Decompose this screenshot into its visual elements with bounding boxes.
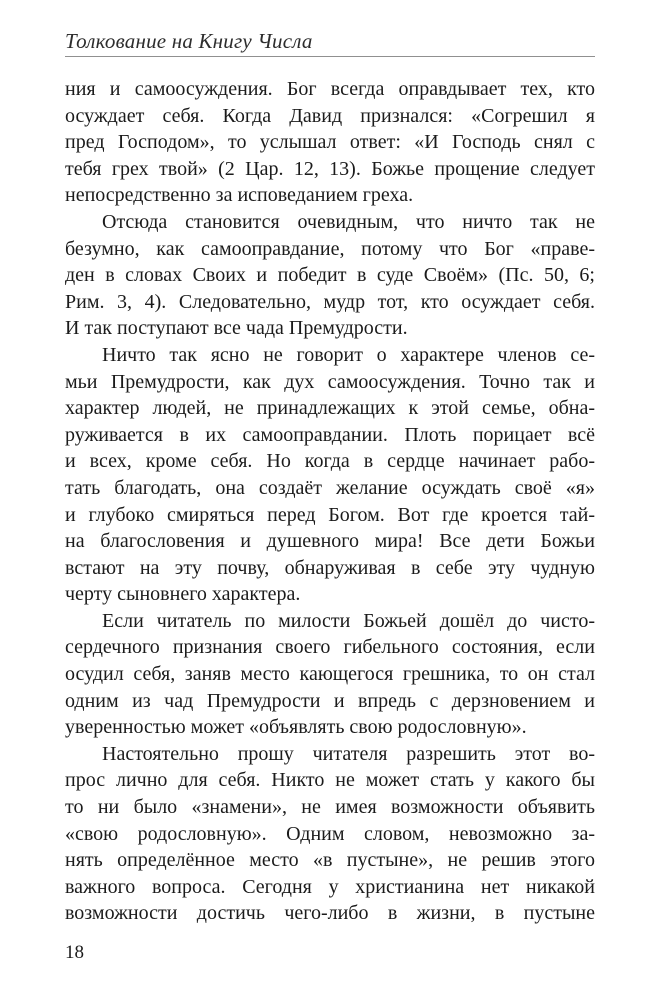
text-line: и глубоко смиряться перед Богом. Вот где кроется тай- bbox=[65, 503, 595, 526]
text-line: Отсюда становится очевидным, что ничто так не bbox=[102, 210, 595, 233]
text-line: Если читатель по милости Божьей дошёл до чисто- bbox=[102, 609, 595, 632]
text-line: осуждает себя. Когда Давид признался: «Согрешил я bbox=[65, 104, 595, 127]
text-line: то ни было «знамени», не имея возможности объявить bbox=[65, 796, 595, 819]
text-line: Рим. 3, 4). Следовательно, мудр тот, кто осуждает себя. bbox=[65, 290, 595, 313]
text-line: осудил себя, заняв место кающегося грешника, то он стал bbox=[65, 663, 595, 686]
text-line: пред Господом», то услышал ответ: «И Господь снял с bbox=[65, 131, 595, 154]
running-header-title: Толкование на Книгу Числа bbox=[65, 29, 313, 53]
text-line: возможности достичь чего-либо в жизни, в пустыне bbox=[65, 902, 595, 925]
paragraph bbox=[65, 342, 595, 608]
page-content bbox=[65, 0, 595, 927]
text-line: безумно, как самооправдание, потому что Бог «праве- bbox=[65, 237, 595, 260]
text-line: тать благодать, она создаёт желание осуждать своё «я» bbox=[65, 476, 595, 499]
text-line: одним из чад Премудрости и впредь с дерзновением и bbox=[65, 689, 595, 712]
text-line: уверенностью может «объявлять свою родословную». bbox=[65, 716, 527, 739]
text-line: мьи Премудрости, как дух самоосуждения. Точно так и bbox=[65, 370, 595, 393]
running-header bbox=[65, 30, 595, 57]
page-number: 18 bbox=[65, 942, 84, 963]
paragraph bbox=[65, 209, 595, 342]
paragraph bbox=[65, 608, 595, 741]
text-line: ния и самоосуждения. Бог всегда оправдывает тех, кто bbox=[65, 78, 595, 100]
page-body bbox=[65, 76, 595, 927]
text-line: характер людей, не принадлежащих к этой семье, обна- bbox=[65, 397, 595, 420]
text-line: встают на эту почву, обнаруживая в себе эту чудную bbox=[65, 556, 595, 579]
paragraph bbox=[65, 741, 595, 927]
text-line: Настоятельно прошу читателя разрешить этот во- bbox=[102, 742, 595, 765]
text-line: и всех, кроме себя. Но когда в сердце начинает рабо- bbox=[65, 450, 595, 473]
text-line: ден в словах Своих и победит в суде Своём» (Пс. 50, 6; bbox=[65, 264, 595, 287]
text-line: прос лично для себя. Никто не может стать у какого бы bbox=[65, 769, 595, 792]
text-line: И так поступают все чада Премудрости. bbox=[65, 317, 408, 340]
text-line: руживается в их самооправдании. Плоть порицает всё bbox=[65, 423, 595, 446]
text-line: на благословения и душевного мира! Все дети Божьи bbox=[65, 530, 595, 553]
text-line: «свою родословную». Одним словом, невозможно за- bbox=[65, 822, 595, 845]
text-line: важного вопроса. Сегодня у христианина нет никакой bbox=[65, 875, 595, 898]
paragraph bbox=[65, 76, 595, 209]
text-line: сердечного признания своего гибельного состояния, если bbox=[65, 636, 595, 659]
text-line: тебя грех твой» (2 Цар. 12, 13). Божье прощение следует bbox=[65, 157, 595, 180]
text-line: нять определённое место «в пустыне», не решив этого bbox=[65, 849, 595, 872]
text-line: Ничто так ясно не говорит о характере членов се- bbox=[102, 343, 595, 366]
text-line: непосредственно за исповеданием греха. bbox=[65, 184, 414, 207]
text-line: черту сыновнего характера. bbox=[65, 583, 301, 606]
